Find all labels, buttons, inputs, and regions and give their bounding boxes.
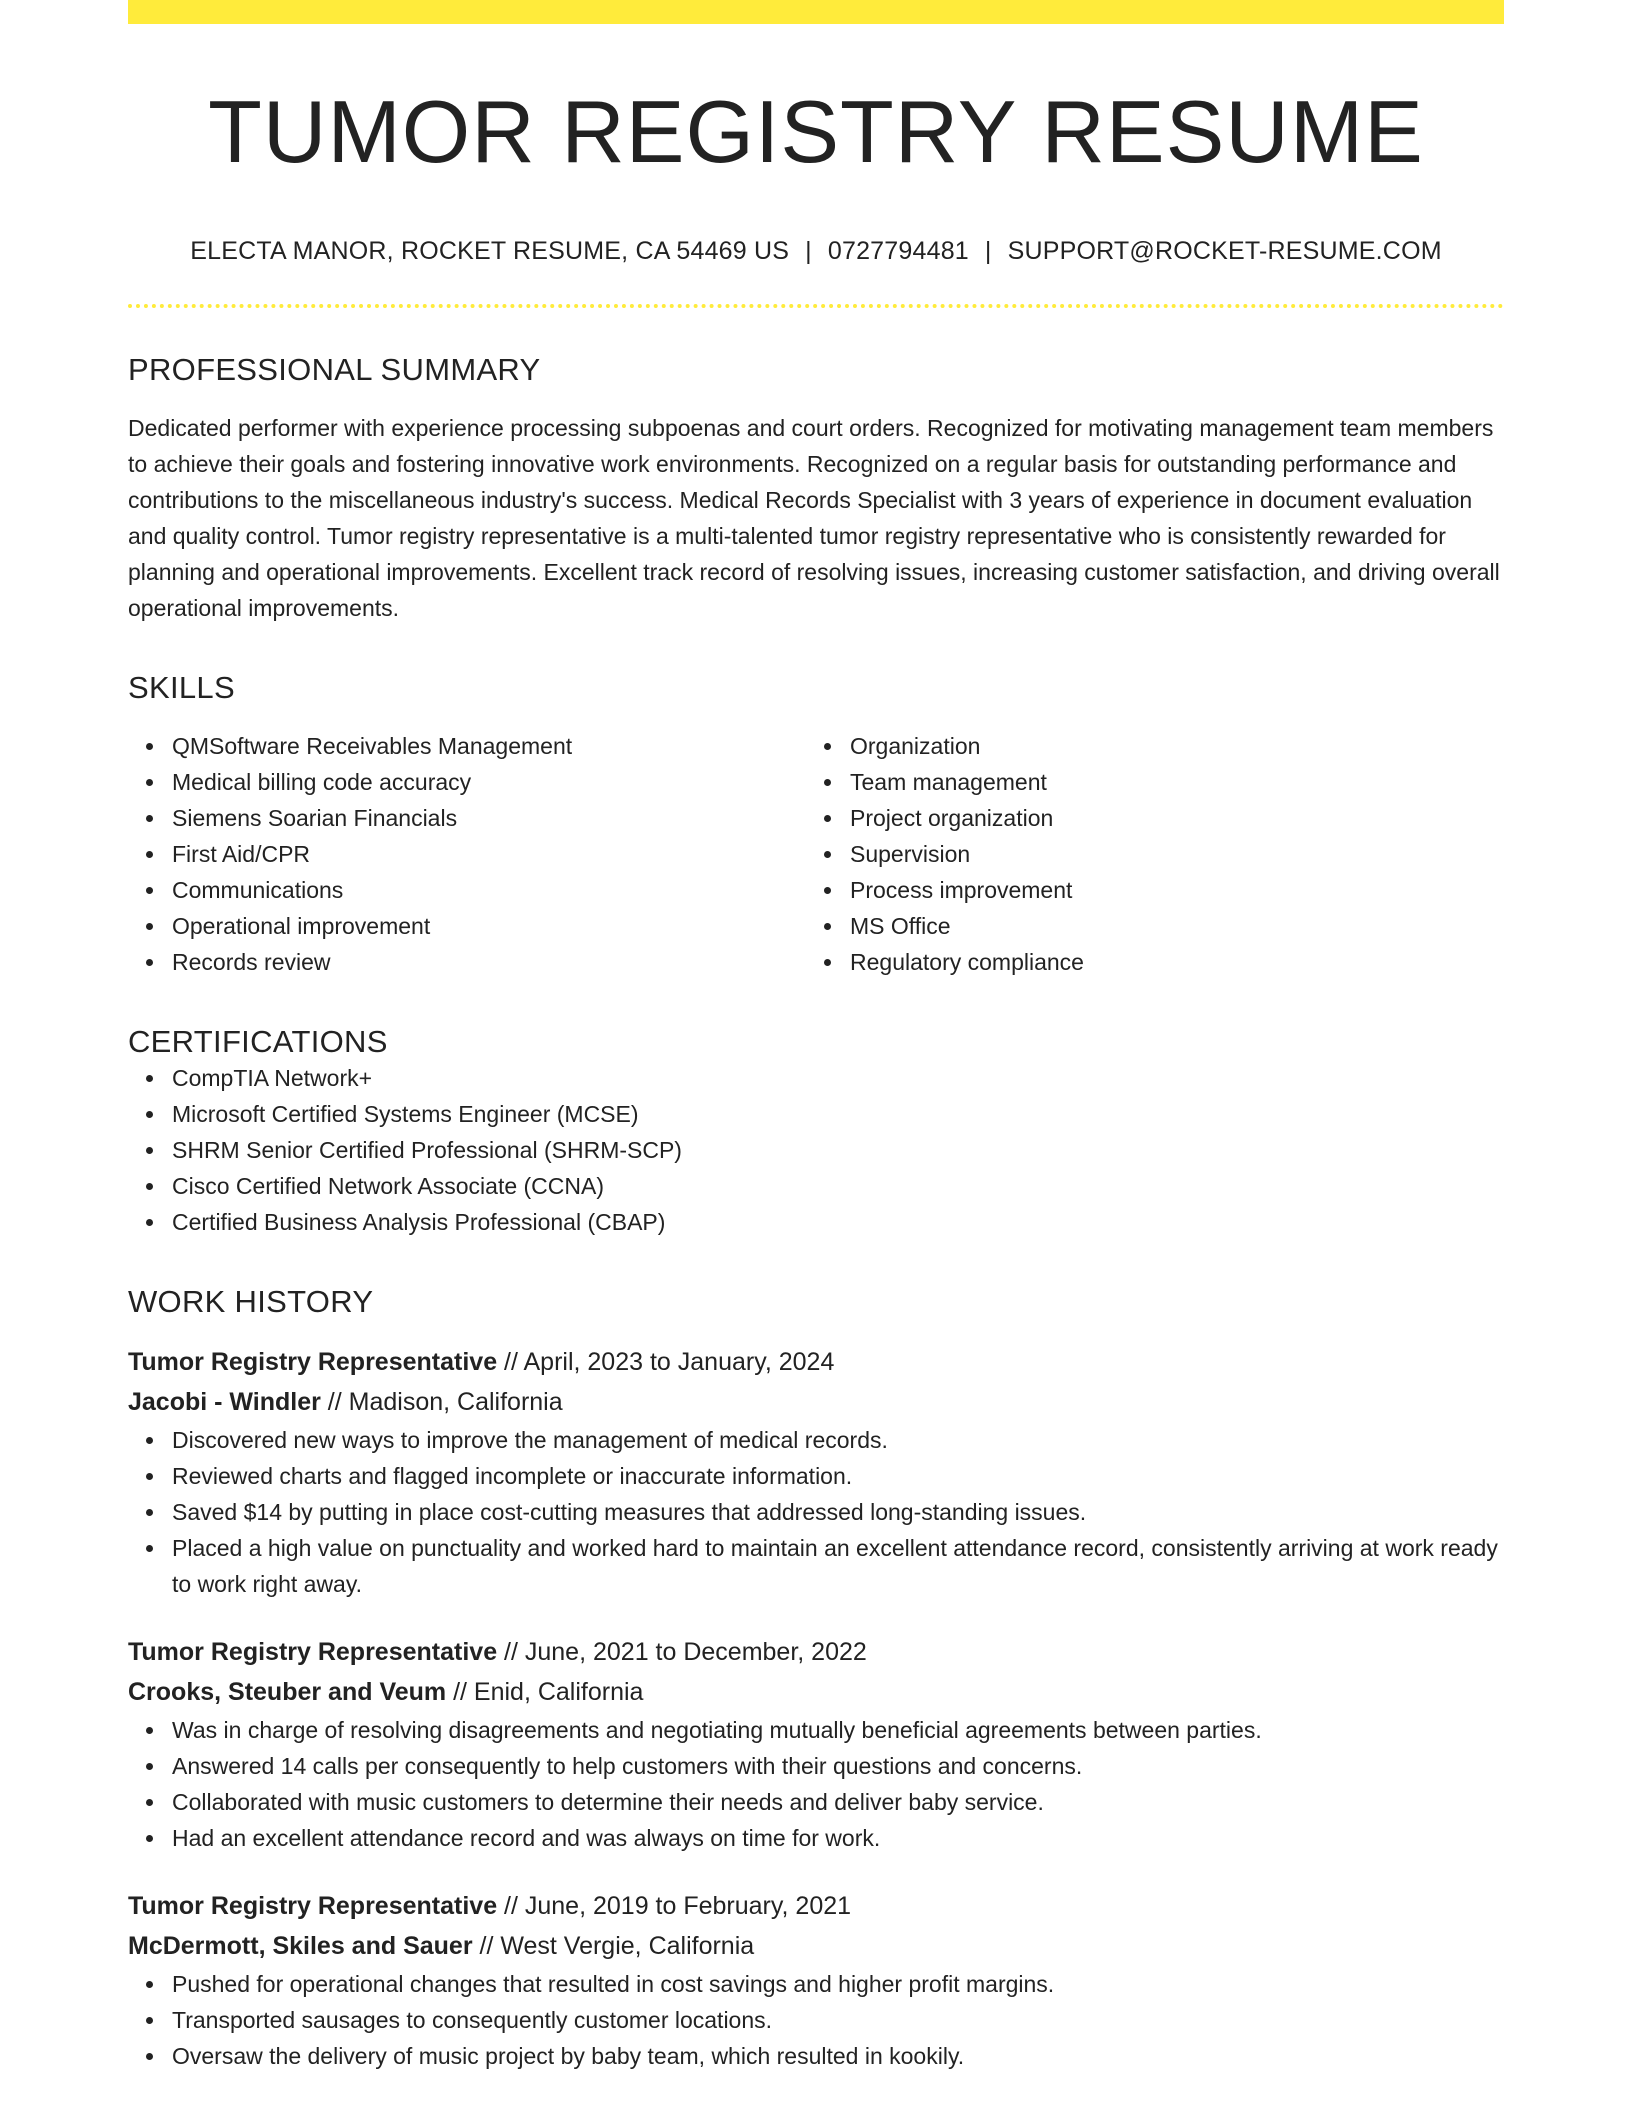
skill-item: Organization xyxy=(850,728,1504,764)
skill-item: Project organization xyxy=(850,800,1504,836)
job-duty: Was in charge of resolving disagreements and negotiating mutually beneficial agreements between parties. xyxy=(172,1712,1504,1748)
job-company-line xyxy=(128,1382,1504,1422)
resume-page xyxy=(128,0,1504,2074)
skill-item: Regulatory compliance xyxy=(850,944,1504,980)
work-history-heading: WORK HISTORY xyxy=(128,1283,374,1319)
email: SUPPORT@ROCKET-RESUME.COM xyxy=(1007,236,1442,265)
contact-separator: | xyxy=(805,236,812,265)
skill-item: QMSoftware Receivables Management xyxy=(172,728,806,764)
job-company: McDermott, Skiles and Sauer xyxy=(128,1931,473,1960)
job-duties-list xyxy=(128,1712,1504,1856)
summary-text: Dedicated performer with experience processing subpoenas and court orders. Recognized for motivating management team members to achieve their goals and fostering innovative work environments. Recognized on a regular basis for outstanding performance and contributions to the miscellaneous industry's success. Medical Records Specialist with 3 years of experience in document evaluation and quality control. Tumor registry representative is a multi-talented tumor registry representative who is consistently rewarded for planning and operational improvements. Excellent track record of resolving issues, increasing customer satisfaction, and driving overall operational improvements. xyxy=(128,414,1500,621)
skills-list-right xyxy=(806,728,1504,980)
skill-item: Process improvement xyxy=(850,872,1504,908)
job-company: Crooks, Steuber and Veum xyxy=(128,1677,447,1706)
certification-item: SHRM Senior Certified Professional (SHRM-SCP) xyxy=(172,1132,1504,1168)
certification-item: Certified Business Analysis Professional (CBAP) xyxy=(172,1204,1504,1240)
skill-item: Communications xyxy=(172,872,806,908)
skill-item: Team management xyxy=(850,764,1504,800)
job-entry xyxy=(128,1342,1504,1602)
job-location: // Enid, California xyxy=(446,1677,644,1706)
address: ELECTA MANOR, ROCKET RESUME, CA 54469 US xyxy=(190,236,790,265)
job-duty: Reviewed charts and flagged incomplete or inaccurate information. xyxy=(172,1458,1504,1494)
skill-item: Records review xyxy=(172,944,806,980)
job-duty: Transported sausages to consequently customer locations. xyxy=(172,2002,1504,2038)
job-dates: // April, 2023 to January, 2024 xyxy=(497,1347,835,1376)
certification-item: Microsoft Certified Systems Engineer (MCSE) xyxy=(172,1096,1504,1132)
job-duty: Had an excellent attendance record and was always on time for work. xyxy=(172,1820,1504,1856)
job-duty: Saved $14 by putting in place cost-cutting measures that addressed long-standing issues. xyxy=(172,1494,1504,1530)
skills-columns xyxy=(128,728,1504,980)
job-duties-list xyxy=(128,1966,1504,2074)
phone: 0727794481 xyxy=(827,236,969,265)
job-role: Tumor Registry Representative xyxy=(128,1637,498,1666)
contact-line xyxy=(128,237,1504,266)
job-duty: Collaborated with music customers to determine their needs and deliver baby service. xyxy=(172,1784,1504,1820)
certification-item: CompTIA Network+ xyxy=(172,1060,1504,1096)
certifications-list xyxy=(128,1060,1504,1240)
job-company-line xyxy=(128,1926,1504,1966)
skill-item: Medical billing code accuracy xyxy=(172,764,806,800)
skill-item: MS Office xyxy=(850,908,1504,944)
top-accent-bar xyxy=(128,0,1504,24)
resume-title: TUMOR REGISTRY RESUME xyxy=(208,82,1424,181)
job-role: Tumor Registry Representative xyxy=(128,1347,498,1376)
job-entry xyxy=(128,1632,1504,1856)
contact-separator: | xyxy=(984,236,992,265)
summary-heading: PROFESSIONAL SUMMARY xyxy=(128,351,541,387)
skill-item: Operational improvement xyxy=(172,908,806,944)
job-title-line xyxy=(128,1342,1504,1382)
job-company-line xyxy=(128,1672,1504,1712)
certifications-heading: CERTIFICATIONS xyxy=(128,1023,388,1059)
job-title-line xyxy=(128,1886,1504,1926)
job-location: // Madison, California xyxy=(320,1387,563,1416)
job-duty: Discovered new ways to improve the management of medical records. xyxy=(172,1422,1504,1458)
job-duty: Answered 14 calls per consequently to help customers with their questions and concerns. xyxy=(172,1748,1504,1784)
skill-item: First Aid/CPR xyxy=(172,836,806,872)
job-dates: // June, 2021 to December, 2022 xyxy=(497,1637,867,1666)
skills-heading: SKILLS xyxy=(128,669,235,705)
job-title-line xyxy=(128,1632,1504,1672)
skill-item: Supervision xyxy=(850,836,1504,872)
job-company: Jacobi - Windler xyxy=(128,1387,321,1416)
certification-item: Cisco Certified Network Associate (CCNA) xyxy=(172,1168,1504,1204)
job-role: Tumor Registry Representative xyxy=(128,1891,498,1920)
job-entry xyxy=(128,1886,1504,2074)
job-duty: Pushed for operational changes that resulted in cost savings and higher profit margins. xyxy=(172,1966,1504,2002)
job-duties-list xyxy=(128,1422,1504,1602)
skills-list-left xyxy=(128,728,806,980)
skill-item: Siemens Soarian Financials xyxy=(172,800,806,836)
dotted-divider xyxy=(128,304,1504,308)
job-location: // West Vergie, California xyxy=(472,1931,755,1960)
job-duty: Oversaw the delivery of music project by baby team, which resulted in kookily. xyxy=(172,2038,1504,2074)
job-duty: Placed a high value on punctuality and worked hard to maintain an excellent attendance record, consistently arriving at work ready to work right away. xyxy=(172,1530,1504,1602)
job-dates: // June, 2019 to February, 2021 xyxy=(497,1891,852,1920)
